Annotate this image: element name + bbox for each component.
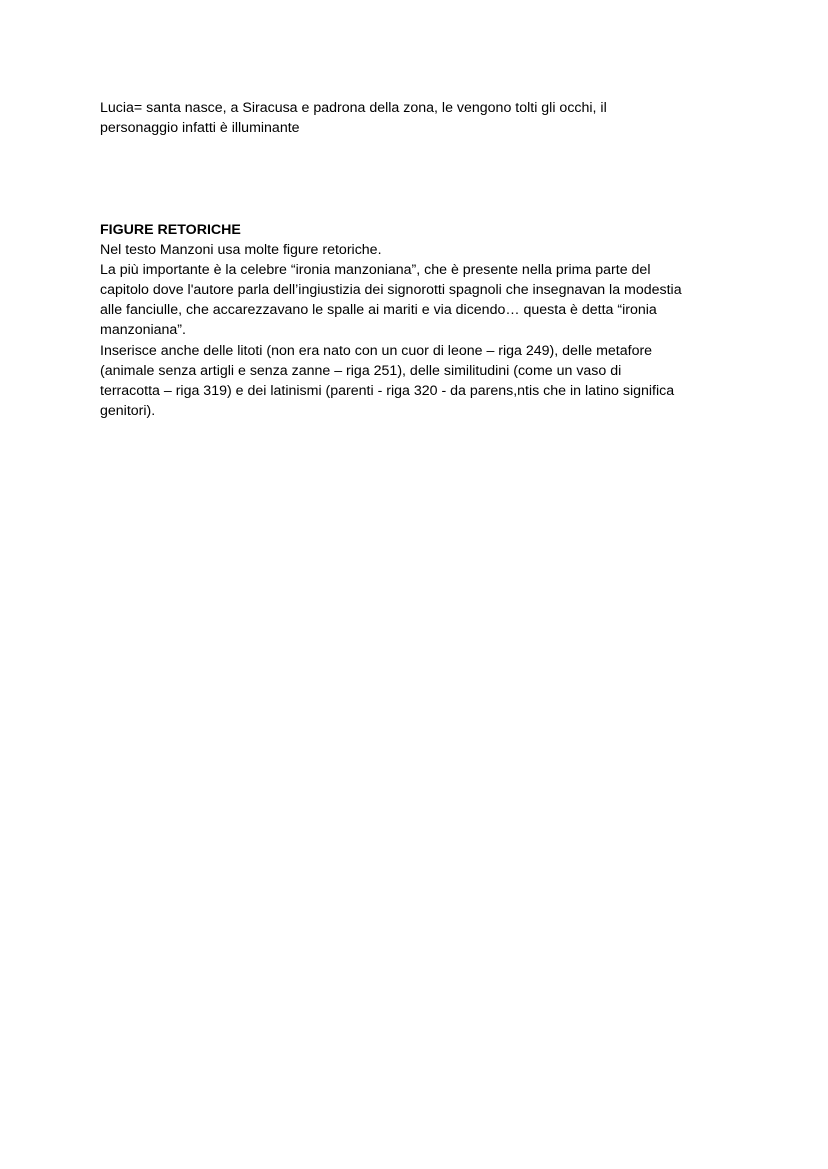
figures-line-3: terracotta – riga 319) e dei latinismi (parenti - riga 320 - da parens,ntis che in latino significa bbox=[100, 383, 675, 399]
lucia-line-1: Lucia= santa nasce, a Siracusa e padrona della zona, le vengono tolti gli occhi, il bbox=[100, 100, 607, 116]
figures-line-1: Inserisce anche delle litoti (non era nato con un cuor di leone – riga 249), delle metafore bbox=[100, 343, 653, 359]
intro-line: Nel testo Manzoni usa molte figure retoriche. bbox=[100, 242, 382, 258]
figures-line-2: (animale senza artigli e senza zanne – riga 251), delle similitudini (come un vaso di bbox=[100, 363, 622, 379]
ironia-line-3: alle fanciulle, che accarezzavano le spalle ai mariti e via dicendo… questa è detta “ironia bbox=[100, 302, 657, 318]
ironia-line-2: capitolo dove l'autore parla dell’ingiustizia dei signorotti spagnoli che insegnavan la modestia bbox=[100, 282, 682, 298]
ironia-line-1: La più importante è la celebre “ironia manzoniana”, che è presente nella prima parte del bbox=[100, 262, 651, 278]
ironia-line-4: manzoniana”. bbox=[100, 322, 186, 338]
figures-line-4: genitori). bbox=[100, 403, 156, 419]
section-heading: FIGURE RETORICHE bbox=[100, 222, 241, 238]
lucia-line-2: personaggio infatti è illuminante bbox=[100, 120, 300, 136]
